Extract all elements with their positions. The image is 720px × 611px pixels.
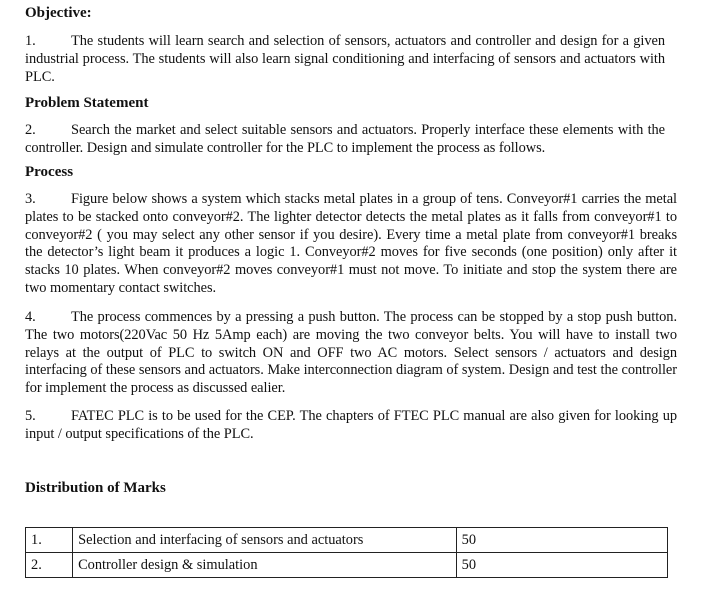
process-item-text: The process commences by a pressing a push button. The process can be stopped by a stop push button. The two motors(220Vac 50 Hz 5Amp each) are moving the two conveyor belts. You will have to install two relays at the output of PLC to switch ON and OFF two AC motors. Select sensors / actuators and design interfacing of these sensors and actuators. Make interconnection diagram of system. Design and test the controller for implement the process as discussed ealier. [25,309,677,397]
process-heading: Process [25,164,74,180]
problem-statement-paragraph [25,122,665,158]
problem-statement-number: 2. [25,122,36,138]
problem-statement-text: Search the market and select suitable sensors and actuators. Properly interface these elements with the controller. Design and simulate controller for the PLC to implement the process as follows. [25,122,665,156]
row-item: Controller design & simulation [73,553,457,578]
process-paragraph-4 [25,309,677,398]
row-item: Selection and interfacing of sensors and actuators [73,528,457,553]
objective-text: The students will learn search and selection of sensors, actuators and controller and design for a given industrial process. The students will also learn signal conditioning and interfacing of sensors and actuators with PLC. [25,33,665,85]
marks-table [25,527,668,578]
row-marks: 50 [456,553,667,578]
process-paragraph-5 [25,408,677,444]
table-row [26,528,668,553]
row-number: 2. [26,553,73,578]
process-item-text: Figure below shows a system which stacks metal plates in a group of tens. Conveyor#1 carries the metal plates to be stacked onto conveyor#2. The lighter detector detects the metal plates as it falls from conveyor#1 to conveyor#2 ( you may select any other sensor if you desire). Every time a metal plate from conveyor#1 breaks the detector’s light beam it produces a logic 1. Conveyor#2 moves for five seconds (one position) only after it stacks 10 plates. When conveyor#2 moves conveyor#1 must not move. To initiate and stop the system there are two momentary contact switches. [25,191,677,296]
row-number: 1. [26,528,73,553]
process-paragraph-3 [25,191,677,298]
row-marks: 50 [456,528,667,553]
objective-paragraph [25,33,665,86]
process-item-number: 5. [25,408,36,424]
process-item-number: 4. [25,309,36,325]
objective-number: 1. [25,33,36,49]
problem-statement-heading: Problem Statement [25,95,149,111]
distribution-heading: Distribution of Marks [25,480,166,496]
process-item-text: FATEC PLC is to be used for the CEP. The chapters of FTEC PLC manual are also given for looking up input / output specifications of the PLC. [25,408,677,442]
process-item-number: 3. [25,191,36,207]
table-row [26,553,668,578]
objective-heading: Objective: [25,5,92,21]
